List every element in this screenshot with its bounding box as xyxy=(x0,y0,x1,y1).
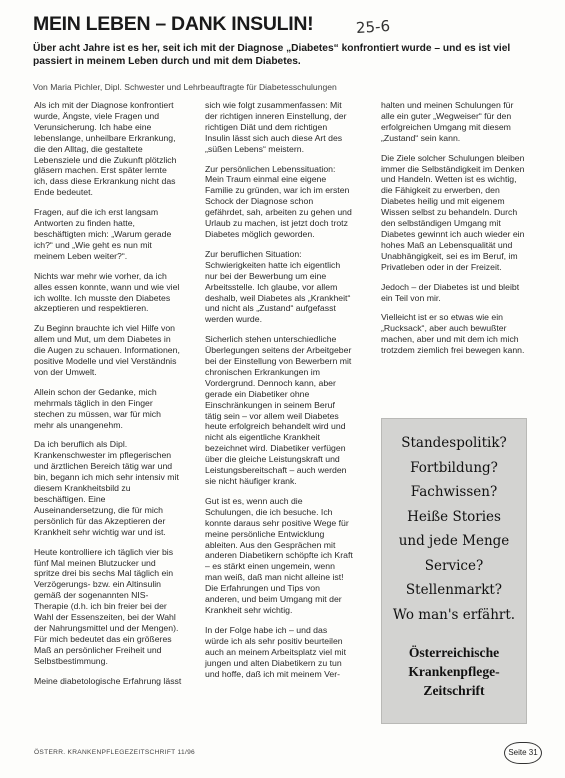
ad-line: Wo man's erfährt. xyxy=(392,606,516,623)
ad-questions xyxy=(382,431,526,627)
ad-brand-line: Österreichische xyxy=(408,645,500,660)
ad-brand xyxy=(382,643,526,700)
article-lead: Über acht Jahre ist es her, seit ich mit der Diagnose „Diabetes“ konfrontiert wurde – und es ist viel passiert in meinem Leben durch und mit dem Diabetes. xyxy=(33,43,511,67)
ad-line: Stellenmarkt? xyxy=(405,582,503,598)
paragraph: In der Folge habe ich – und das würde ich als sehr positiv beurteilen auch an meinem Arbeitsplatz viel mit jungen und alten Diabetikern zu tun und hoffe, daß ich mit meinem Ver- xyxy=(205,624,346,679)
paragraph: sich wie folgt zusammenfassen: Mit der richtigen inneren Einstellung, der richtigen Diät und dem richtigen Insulin lässt sich auch diese Art des „süßen Lebens“ meistern. xyxy=(205,100,347,154)
handwritten-note: 25-6 xyxy=(355,16,391,38)
paragraph: Sicherlich stehen unterschiedliche Überlegungen seitens der Arbeitgeber bei der Einstellung von Bewerbern mit chronischen Erkrankungen im Vordergrund. Dennoch kann, aber gerade ein Diabetiker ohne Einschränkungen in seinem Beruf tätig sein – vor allem weil Diabetes heute erfolgreich behandelt wird und nicht als eigentliche Krankheit bezeichnet wird. Diabetiker verfügen über die gleiche Leistungskraft und Leistungsbereitschaft – auch werden sie nicht häufiger krank. xyxy=(205,334,352,486)
paragraph: Fragen, auf die ich erst langsam Antworten zu finden hatte, beschäftigten mich: „Warum gerade ich?“ und „Wie geht es nun mit meinem Leben weiter?“. xyxy=(34,207,172,261)
ad-brand-line: Krankenpflege- xyxy=(408,664,500,679)
article-byline: Von Maria Pichler, Dipl. Schwester und Lehrbeauftragte für Diabetesschulungen xyxy=(33,82,337,92)
column-left xyxy=(34,100,182,742)
article-title: MEIN LEBEN – DANK INSULIN! xyxy=(33,13,314,35)
ad-line: Heiße Stories xyxy=(407,508,501,525)
column-right xyxy=(381,100,527,408)
paragraph: Zur beruflichen Situation: Schwierigkeiten hatte ich eigentlich nur bei der Bewerbung um eine Arbeitsstelle. Ich glaube, vor allem deshalb, weil Diabetes als „Krankheit“ und nicht als „Zustand“ aufgefasst werden wurde. xyxy=(205,248,351,325)
ad-line: Service? xyxy=(424,557,484,574)
ad-line: Standespolitik? xyxy=(401,435,507,451)
ad-line: und jede Menge xyxy=(398,533,510,549)
paragraph: Zur persönlichen Lebenssituation: Mein Traum einmal eine eigene Familie zu gründen, war ich im ersten Schock der Diagnose schon gefährdet, sah, arbeiten zu gehen und Urlaub zu machen, ist jetzt doch trotz Diabetes möglich geworden. xyxy=(205,163,352,239)
ad-brand-line: Zeitschrift xyxy=(423,683,485,698)
paragraph: Vielleicht ist er so etwas wie ein „Rucksack“, aber auch bewußter machen, aber und mit dem ich mich trotzdem ziemlich frei bewegen kann. xyxy=(381,312,525,356)
magazine-advertisement xyxy=(381,418,527,724)
paragraph: halten und meinen Schulungen für alle ein guter „Wegweiser“ für den erfolgreichen Umgang mit diesem „Zustand“ sein kann. xyxy=(381,100,514,143)
paragraph: Die Ziele solcher Schulungen bleiben immer die Selbständigkeit im Denken und Handeln. Wetten ist es wichtig, die Fähigkeit zu erwerben, den Diabetes heilig und mit eigenem Wissen selbst zu behandeln. Durch den selbständigen Umgang mit Diabetes gewinnt ich auch wieder ein hohes Maß an Lebensqualität und Unabhängigkeit, sei es im Beruf, im Privatleben oder in der Freizeit. xyxy=(381,152,525,272)
paragraph: Gut ist es, wenn auch die Schulungen, die ich besuche. Ich konnte daraus sehr positive Wege für meine persönliche Entwicklung ableiten. Aus den Gesprächen mit anderen Diabetikern schöpfte ich Kraft – es stärkt einen ungemein, wenn man weiß, daß man nicht alleine ist! Die Erfahrungen und Tips von anderen, und beim Umgang mit der Krankheit sehr wichtig. xyxy=(205,495,353,615)
paragraph: Heute kontrolliere ich täglich vier bis fünf Mal meinen Blutzucker und spritze drei bis sechs Mal täglich ein Verzögerungs- bzw. ein Altinsulin gemäß der sogenannten NIS-Therapie (d.h. ich bin freier bei der Wahl der Essenszeiten, bei der Wahl der Nahrungsmittel und der Mengen). Für mich bedeutet das ein größeres Maß an persönlicher Freiheit und Selbstbestimmung. xyxy=(34,546,179,666)
paragraph: Da ich beruflich als Dipl. Krankenschwester im pflegerischen und ärztlichen Bereich tätig war und bin, begann ich mich sehr intensiv mit diesem Krankheitsbild zu beschäftigen. Eine Auseinandersetzung, die für mich persönlich für das Akzeptieren der Krankheit sehr wichtig war und ist. xyxy=(34,439,179,537)
page-number: Seite 31 xyxy=(504,742,542,764)
paragraph: Meine diabetologische Erfahrung lässt xyxy=(34,675,182,686)
paragraph: Zu Beginn brauchte ich viel Hilfe von allem und Mut, um dem Diabetes in die Augen zu schauen. Informationen, positive Modelle und viel Verständnis von der Umwelt. xyxy=(34,323,180,377)
paragraph: Als ich mit der Diagnose konfrontiert wurde, Ängste, viele Fragen und Verunsicherung. Ich habe eine lebenslange, unheilbare Erkrankung, die den Alltag, die gestaltete Lebensziele und die Zukunft plötzlich gläsern machen. Erst später lernte ich, dass diese Erkrankung nicht das Ende bedeutet. xyxy=(34,100,177,198)
footer-publication: ÖSTERR. KRANKENPFLEGEZEITSCHRIFT 11/96 xyxy=(34,749,196,756)
paragraph: Jedoch – der Diabetes ist und bleibt ein Teil von mir. xyxy=(381,281,520,303)
paragraph: Allein schon der Gedanke, mich mehrmals täglich in den Finger stechen zu müssen, war für mich mehr als unangenehm. xyxy=(34,386,161,430)
ad-line: Fortbildung? xyxy=(410,459,498,476)
ad-line: Fachwissen? xyxy=(410,484,498,500)
paragraph: Nichts war mehr wie vorher, da ich alles essen konnte, wann und wie viel ich wollte. Ich musste den Diabetes akzeptieren und respektieren. xyxy=(34,270,180,314)
column-middle xyxy=(205,100,353,742)
